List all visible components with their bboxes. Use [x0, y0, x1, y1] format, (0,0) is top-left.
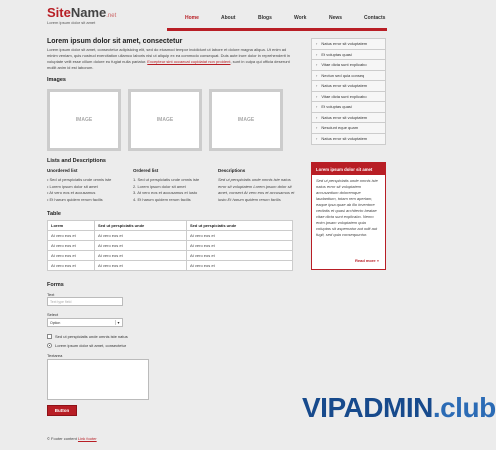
table-row [48, 231, 293, 241]
table-cell: At vero eos et [95, 261, 187, 271]
ordered-list [133, 177, 199, 203]
list-item: • Et harum quidem rerum facilis [47, 196, 103, 202]
list-item: 3. At vero eos et accusamus et iusto [133, 190, 198, 195]
select-label: Select [47, 312, 59, 317]
radio-button[interactable] [47, 343, 52, 348]
site-tagline: Lorem ipsum dolor sit amet [47, 20, 96, 25]
sidebar-item[interactable]: › Natus error sit voluptatem [316, 136, 368, 142]
sidebar-item[interactable]: › Vitae dicta sunt explicabo [312, 60, 385, 71]
chevron-right-icon: › [316, 104, 318, 110]
text-field-label: Text [47, 292, 55, 297]
table-cell: At vero eos et [187, 241, 293, 251]
checkbox-row[interactable] [47, 334, 128, 339]
descriptions-text: Sed ut perspiciatis unde omnis iste natus error sit voluptatem Lorem ipsum dolor sit amet, consect At vero eos et accusamus et iusto Et harum quidem rerum facilis [218, 177, 295, 202]
textarea-label: Textarea [47, 353, 63, 358]
select-value: Option [50, 321, 61, 325]
intro-link[interactable]: Excepteur sint occaecat cupidatat non proident [147, 59, 231, 64]
nav-work[interactable]: Work [294, 15, 307, 21]
nav-home[interactable]: Home [185, 15, 199, 21]
table-row [48, 251, 293, 261]
chevron-right-icon: › [316, 62, 318, 68]
sidebar-item[interactable]: › Natus error sit voluptatem [312, 39, 385, 50]
list-item: • Sed ut perspiciatis unde omnis iste [47, 177, 112, 182]
chevron-right-icon: › [316, 93, 318, 99]
list-item: • At vero eos et accusamus [47, 190, 96, 195]
nav-blogs[interactable]: Blogs [258, 15, 272, 21]
images-heading: Images [47, 77, 66, 83]
sidebar-item[interactable]: › Nesciunt eque quam [312, 123, 385, 134]
intro-text-b: , sunt in culpa qui officia deserunt mollit anim id est laborum. [47, 59, 290, 70]
table-header-cell: Sed ut perspiciatis unde [95, 221, 187, 231]
checkbox-label: Sed ut perspiciatis unde omnis iste natus [55, 334, 128, 339]
list-item: 4. Et harum quidem rerum facilis [133, 196, 191, 202]
table-row [48, 261, 293, 271]
image-placeholder-2[interactable]: IMAGE [128, 89, 202, 151]
chevron-right-icon: › [316, 125, 318, 131]
table-cell: At vero eos et [187, 251, 293, 261]
sidebar-box-title: Lorem ipsum dolor sit amet [312, 163, 385, 175]
nav-underline-bar [167, 28, 387, 31]
text-input[interactable]: Text type field [47, 297, 123, 306]
sidebar-box-text: Sed ut perspiciatis unde omnis iste natus error sit voluptatem accusantium doloremque laudantium, totam rem aperiam, eaque ipsa quae ab illo inventore veritatis et quasi architecto beatae vitae dicta sunt explicabo. Nemo enim ipsam voluptatem quia voluptas sit aspernatur aut odit aut fugit, sed quia consequuntur. [316, 178, 378, 237]
data-table [47, 220, 293, 271]
chevron-right-icon: › [316, 83, 318, 89]
chevron-right-icon: › [316, 114, 318, 120]
logo-part-name: Name [70, 5, 107, 20]
watermark-text-club: club [440, 392, 496, 423]
image-placeholder-1[interactable]: IMAGE [47, 89, 121, 151]
checkbox[interactable] [47, 334, 52, 339]
table-heading: Table [47, 211, 61, 217]
table-header-cell: Lorem [48, 221, 95, 231]
table-cell: At vero eos et [48, 241, 95, 251]
logo-part-tld: .net [106, 13, 117, 19]
chevron-down-icon: ▾ [115, 320, 121, 325]
sidebar-item[interactable]: › Vitae dicta sunt explicabo [312, 92, 385, 103]
table-cell: At vero eos et [187, 231, 293, 241]
read-more-link[interactable]: Read more » [354, 258, 379, 263]
table-cell: At vero eos et [48, 251, 95, 261]
sidebar-item[interactable]: › Nectun sed quia conseq [312, 71, 385, 82]
watermark-text-a: VIPADMIN [302, 392, 433, 423]
table-cell: At vero eos et [95, 241, 187, 251]
watermark-text-dot: . [432, 392, 441, 423]
image-placeholder-3[interactable]: IMAGE [209, 89, 283, 151]
list-item: 2. Lorem ipsum dolor sit amet [133, 183, 186, 189]
intro-text-a: Lorem ipsum dolor sit amet, consectetur adipisicing elit, sed do eiusmod tempor incididunt ut labore et dolore magna aliqua. Ut enim ad minim veniam, quis nostrud exercitation ullamco laboris nisi ut aliquip ex ea commodo consequat. Duis aute irure dolor in reprehenderit in voluptate velit esse cillum dolore eu fugiat nulla pariatur. [47, 47, 291, 64]
select-dropdown[interactable] [47, 318, 123, 327]
table-row [48, 241, 293, 251]
table-cell: At vero eos et [95, 231, 187, 241]
sidebar-item[interactable]: › Natus error sit voluptatem [312, 113, 385, 124]
sidebar-item[interactable]: › Natus error sit voluptatem [312, 81, 385, 92]
nav-contacts[interactable]: Contacts [364, 15, 386, 21]
footer-text: © Footer content [47, 436, 78, 441]
watermark-logo [302, 392, 496, 424]
nav-news[interactable]: News [329, 15, 343, 21]
chevron-right-icon: › [316, 136, 318, 142]
descriptions-title: Descriptions [218, 168, 246, 173]
list-item: 1. Sed ut perspiciatis unde omnis iste [133, 177, 200, 182]
table-header-row [48, 221, 293, 231]
table-cell: At vero eos et [48, 231, 95, 241]
header [0, 0, 432, 30]
lists-heading: Lists and Descriptions [47, 158, 106, 164]
sidebar-item[interactable]: › Et voluptas quasi [312, 50, 385, 61]
intro-paragraph [47, 47, 292, 71]
footer-link[interactable]: Link footer [77, 436, 97, 441]
table-cell: At vero eos et [48, 261, 95, 271]
nav-about[interactable]: About [221, 15, 236, 21]
table-cell: At vero eos et [187, 261, 293, 271]
ordered-list-title: Ordered list [133, 168, 159, 173]
sidebar-info-box [311, 162, 386, 270]
submit-button[interactable]: Button [47, 405, 77, 416]
radio-label: Lorem ipsum dolor sit amet, consectetur [55, 343, 127, 348]
page-title: Lorem ipsum dolor sit amet, consectetur [47, 38, 183, 45]
radio-row[interactable] [47, 343, 126, 348]
sidebar-item[interactable]: › Et voluptas quasi [312, 102, 385, 113]
unordered-list [47, 177, 111, 203]
unordered-list-title: Unordered list [47, 168, 78, 173]
table-cell: At vero eos et [95, 251, 187, 261]
sidebar-nav [311, 38, 386, 145]
textarea[interactable] [47, 359, 149, 400]
footer [47, 436, 97, 441]
chevron-right-icon: › [316, 72, 318, 78]
table-header-cell: Sed ut perspiciatis unde [187, 221, 293, 231]
forms-heading: Forms [47, 282, 64, 288]
list-item: • Lorem ipsum dolor sit amet [47, 183, 98, 189]
logo-part-site: Site [47, 5, 71, 20]
chevron-right-icon: › [316, 41, 318, 47]
chevron-right-icon: › [316, 51, 318, 57]
